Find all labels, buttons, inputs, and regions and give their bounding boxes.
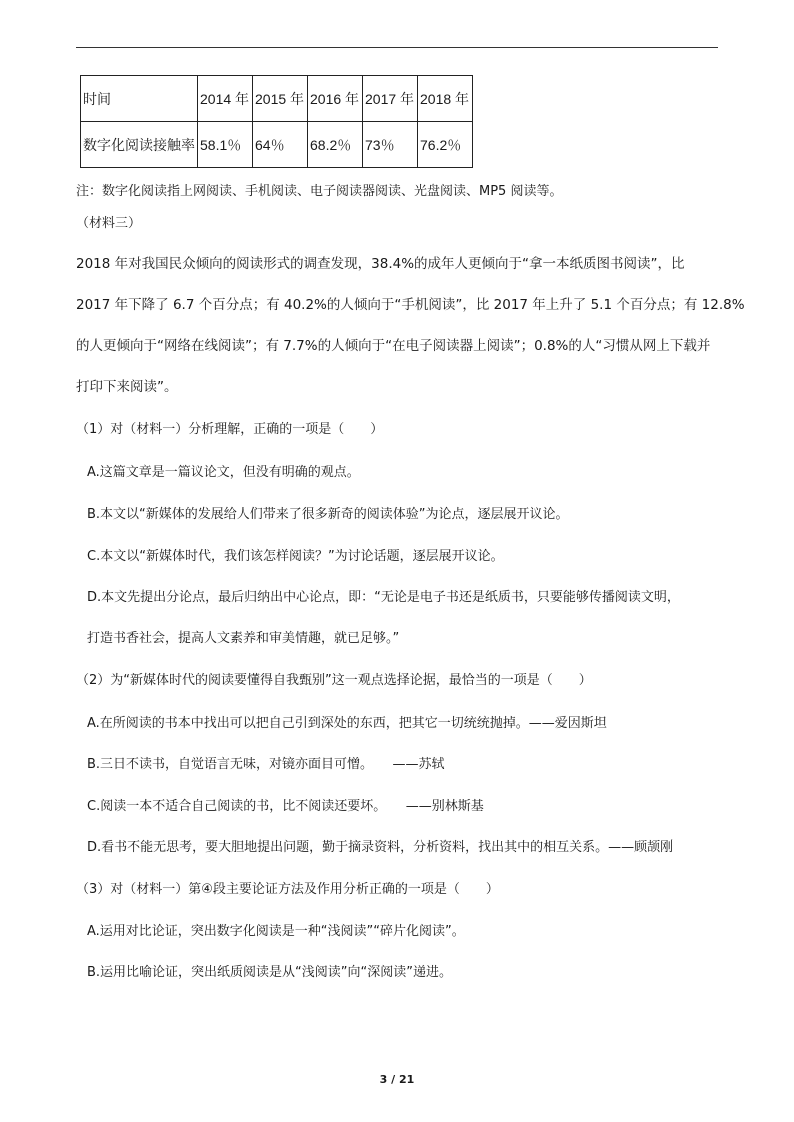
rate-cell: 64％ <box>253 122 308 168</box>
year-cell: 2016 年 <box>308 76 363 122</box>
table-row-label: 数字化阅读接触率 <box>81 122 198 168</box>
question-2-stem: （2）为“新媒体时代的阅读要懂得自我甄别”这一观点选择论据，最恰当的一项是（ ） <box>76 673 592 688</box>
question-2-option-a: A.在所阅读的书本中找出可以把自己引到深处的东西，把其它一切统统抛掉。——爱因斯坦 <box>87 716 607 731</box>
rate-cell: 73％ <box>363 122 418 168</box>
year-cell: 2015 年 <box>253 76 308 122</box>
reading-rate-table <box>80 75 473 168</box>
material3-line: 的人更倾向于“网络在线阅读”；有 7.7%的人倾向于“在电子阅读器上阅读”；0.8%的人“习惯从网上下载并 <box>76 338 711 354</box>
year-cell: 2017 年 <box>363 76 418 122</box>
question-2-option-b: B.三日不读书，自觉语言无味，对镜亦面目可憎。 ——苏轼 <box>87 757 445 772</box>
question-3-option-b: B.运用比喻论证，突出纸质阅读是从“浅阅读”向“深阅读”递进。 <box>87 965 452 980</box>
question-3-option-a: A.运用对比论证，突出数字化阅读是一种“浅阅读”“碎片化阅读”。 <box>87 924 465 939</box>
table-row <box>81 122 473 168</box>
question-1-stem: （1）对（材料一）分析理解，正确的一项是（ ） <box>76 422 384 437</box>
rate-cell: 76.2％ <box>418 122 473 168</box>
question-2-option-c: C.阅读一本不适合自己阅读的书，比不阅读还要坏。 ——别林斯基 <box>87 799 484 814</box>
material3-line: 2018 年对我国民众倾向的阅读形式的调查发现，38.4%的成年人更倾向于“拿一本纸质图书阅读”，比 <box>76 256 685 272</box>
page-number: 3 / 21 <box>379 1073 415 1086</box>
table-note: 注：数字化阅读指上网阅读、手机阅读、电子阅读器阅读、光盘阅读、MP5 阅读等。 <box>76 184 563 199</box>
table-row <box>81 76 473 122</box>
table-header-label: 时间 <box>81 76 198 122</box>
question-1-option-a: A.这篇文章是一篇议论文，但没有明确的观点。 <box>87 465 360 480</box>
question-1-option-d-cont: 打造书香社会，提高人文素养和审美情趣，就已足够。” <box>87 631 400 646</box>
year-cell: 2018 年 <box>418 76 473 122</box>
rate-cell: 68.2％ <box>308 122 363 168</box>
question-2-option-d: D.看书不能无思考，要大胆地提出问题，勤于摘录资料，分析资料，找出其中的相互关系。——顾颉刚 <box>87 840 674 855</box>
header-rule <box>76 47 718 48</box>
rate-cell: 58.1％ <box>198 122 253 168</box>
question-3-stem: （3）对（材料一）第④段主要论证方法及作用分析正确的一项是（ ） <box>76 882 499 897</box>
question-1-option-d: D.本文先提出分论点，最后归纳出中心论点，即：“无论是电子书还是纸质书，只要能够传播阅读文明， <box>87 590 680 605</box>
material3-line: 2017 年下降了 6.7 个百分点；有 40.2%的人倾向于“手机阅读”，比 2017 年上升了 5.1 个百分点；有 12.8% <box>76 297 745 313</box>
material3-heading: （材料三） <box>76 216 142 231</box>
material3-line: 打印下来阅读”。 <box>76 379 178 395</box>
year-cell: 2014 年 <box>198 76 253 122</box>
question-1-option-b: B.本文以“新媒体的发展给人们带来了很多新奇的阅读体验”为论点，逐层展开议论。 <box>87 507 569 522</box>
question-1-option-c: C.本文以“新媒体时代，我们该怎样阅读？”为讨论话题，逐层展开议论。 <box>87 549 504 564</box>
